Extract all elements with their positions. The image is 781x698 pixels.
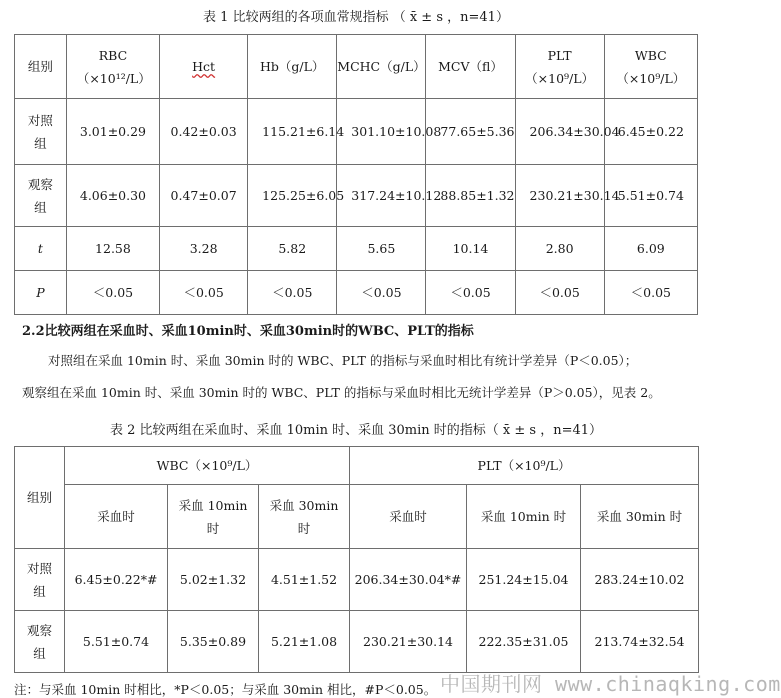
- table-cell: 4.51±1.52: [259, 549, 350, 611]
- watermark: 中国期刊网 www.chinaqking.com: [440, 672, 781, 696]
- t1-header-group: 组别: [15, 35, 67, 99]
- t2-subheader: 采血 30min 时: [259, 485, 350, 549]
- table-cell: 88.85±1.32: [426, 165, 515, 227]
- table-cell: 0.42±0.03: [160, 99, 248, 165]
- t1-row3-label: t: [15, 227, 67, 271]
- table-cell: 4.06±0.30: [66, 165, 159, 227]
- t1-header-hct-label: Hct: [192, 59, 216, 74]
- table-cell: 3.01±0.29: [66, 99, 159, 165]
- table-cell: 222.35±31.05: [467, 611, 581, 673]
- table-row: [15, 99, 698, 165]
- table-cell: 0.47±0.07: [160, 165, 248, 227]
- table-cell: 77.65±5.36: [426, 99, 515, 165]
- table-cell: ＜0.05: [604, 271, 697, 315]
- table-cell: 206.34±30.04: [515, 99, 604, 165]
- section-paragraph-2: 观察组在采血 10min 时、采血 30min 时的 WBC、PLT 的指标与采血时相比无统计学差异（P＞0.05），见表 2。: [22, 385, 661, 400]
- table-cell: 115.21±6.14: [248, 99, 337, 165]
- table-cell: 6.09: [604, 227, 697, 271]
- t2-subheader: 采血时: [65, 485, 168, 549]
- table2-note: 注：与采血 10min 时相比，*P＜0.05；与采血 30min 相比，#P＜0.05。: [14, 682, 437, 697]
- t2-header-plt: PLT（×10⁹/L）: [350, 447, 699, 485]
- table-row: [15, 165, 698, 227]
- table-cell: ＜0.05: [160, 271, 248, 315]
- section-heading: 2.2比较两组在采血时、采血10min时、采血30min时的WBC、PLT的指标: [22, 324, 474, 339]
- table-cell: 2.80: [515, 227, 604, 271]
- table-cell: ＜0.05: [426, 271, 515, 315]
- table-row: [15, 227, 698, 271]
- table-cell: 5.82: [248, 227, 337, 271]
- table2: [14, 446, 699, 673]
- t2-subheader: 采血 30min 时: [581, 485, 699, 549]
- table-cell: 213.74±32.54: [581, 611, 699, 673]
- table-cell: 12.58: [66, 227, 159, 271]
- t2-subheader: 采血 10min 时: [168, 485, 259, 549]
- table2-sub-header-row: [15, 485, 699, 549]
- t1-row4-label: P: [15, 271, 67, 315]
- table-cell: 206.34±30.04*#: [350, 549, 467, 611]
- table-cell: 10.14: [426, 227, 515, 271]
- table-cell: ＜0.05: [337, 271, 426, 315]
- t2-subheader: 采血时: [350, 485, 467, 549]
- table1-header-row: [15, 35, 698, 99]
- t1-header-rbc: RBC（×10¹²/L）: [66, 35, 159, 99]
- table-cell: 317.24±10.12: [337, 165, 426, 227]
- table-cell: 251.24±15.04: [467, 549, 581, 611]
- t1-header-wbc: WBC（×10⁹/L）: [604, 35, 697, 99]
- table-cell: 3.28: [160, 227, 248, 271]
- table1-caption: 表 1 比较两组的各项血常规指标 （ x̄ ± s ，n=41）: [203, 10, 509, 25]
- table-cell: 5.21±1.08: [259, 611, 350, 673]
- t1-row1-group: 对照组: [15, 99, 67, 165]
- table-cell: 301.10±10.08: [337, 99, 426, 165]
- t1-row2-group: 观察组: [15, 165, 67, 227]
- t1-header-hct: [160, 35, 248, 99]
- t1-header-plt: PLT（×10⁹/L）: [515, 35, 604, 99]
- table-cell: 125.25±6.05: [248, 165, 337, 227]
- t2-header-wbc: WBC（×10⁹/L）: [65, 447, 350, 485]
- table-cell: 5.65: [337, 227, 426, 271]
- table-cell: 6.45±0.22: [604, 99, 697, 165]
- table-row: [15, 611, 699, 673]
- table-cell: 230.21±30.14: [515, 165, 604, 227]
- table2-group-header-row: [15, 447, 699, 485]
- table-cell: 283.24±10.02: [581, 549, 699, 611]
- table-cell: 5.02±1.32: [168, 549, 259, 611]
- table-cell: 5.51±0.74: [65, 611, 168, 673]
- t2-row1-group: 对照组: [15, 549, 65, 611]
- t2-header-group: 组别: [15, 447, 65, 549]
- table2-caption: 表 2 比较两组在采血时、采血 10min 时、采血 30min 时的指标（ x̄ ± s ，n=41）: [109, 423, 603, 438]
- table-row: [15, 271, 698, 315]
- t2-row2-group: 观察组: [15, 611, 65, 673]
- section-paragraph-1: 对照组在采血 10min 时、采血 30min 时的 WBC、PLT 的指标与采血时相比有统计学差异（P＜0.05）；: [48, 353, 638, 368]
- table-cell: ＜0.05: [66, 271, 159, 315]
- table-cell: ＜0.05: [248, 271, 337, 315]
- t1-header-hb: Hb（g/L）: [248, 35, 337, 99]
- table-cell: 230.21±30.14: [350, 611, 467, 673]
- table-cell: 6.45±0.22*#: [65, 549, 168, 611]
- table-cell: 5.35±0.89: [168, 611, 259, 673]
- table1: [14, 34, 698, 315]
- t2-subheader: 采血 10min 时: [467, 485, 581, 549]
- t1-header-mchc: MCHC（g/L）: [337, 35, 426, 99]
- table-row: [15, 549, 699, 611]
- table-cell: ＜0.05: [515, 271, 604, 315]
- table-cell: 5.51±0.74: [604, 165, 697, 227]
- t1-header-mcv: MCV（fl）: [426, 35, 515, 99]
